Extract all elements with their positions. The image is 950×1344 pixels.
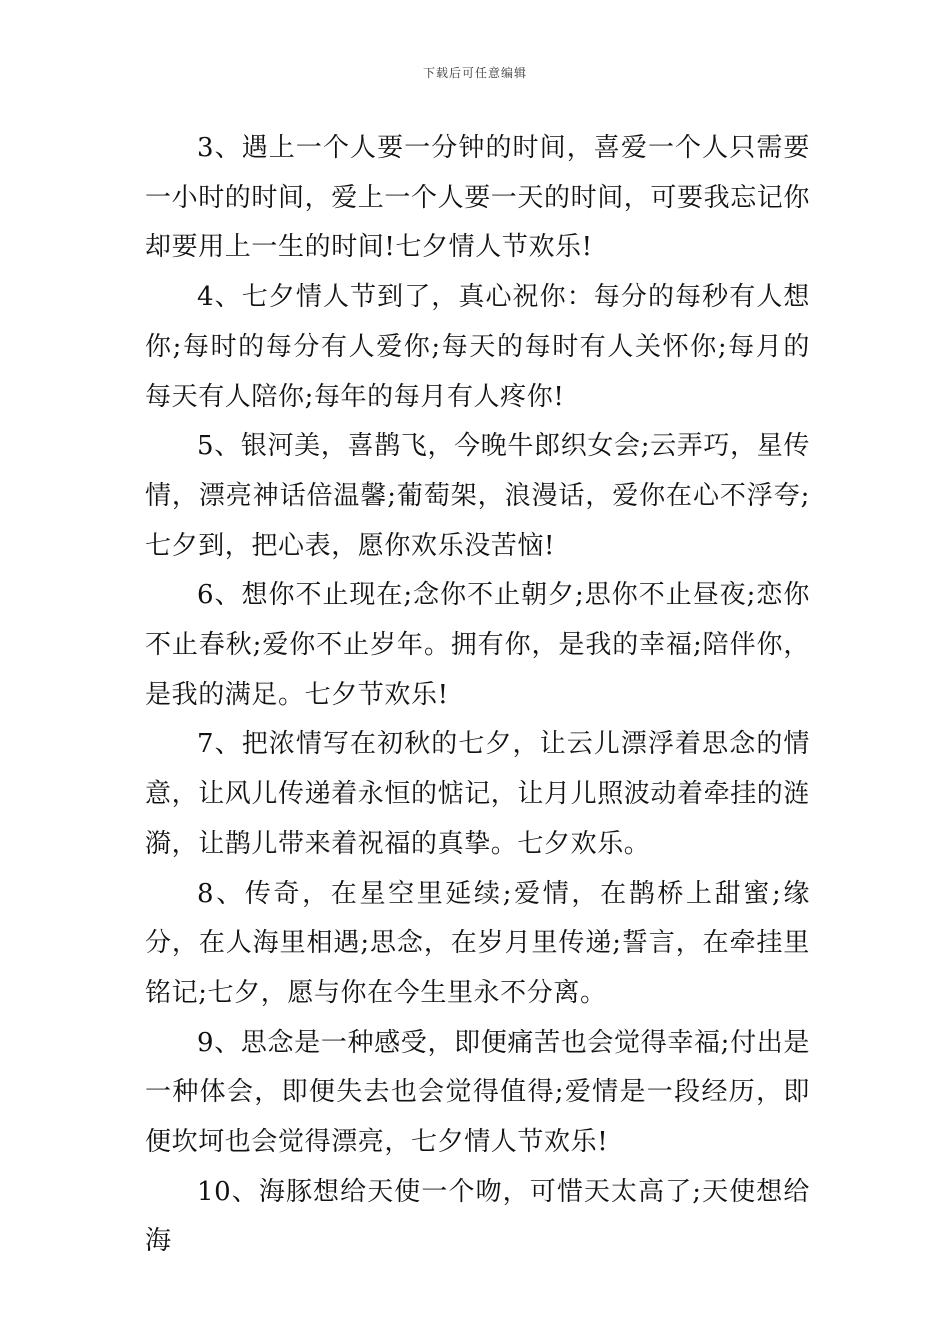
document-body <box>145 124 810 1267</box>
paragraph-7: 7、把浓情写在初秋的七夕，让云儿漂浮着思念的情意，让风儿传递着永恒的惦记，让月儿照波动着牵挂的涟漪，让鹊儿带来着祝福的真挚。七夕欢乐。 <box>145 729 811 859</box>
paragraph-10: 10、海豚想给天使一个吻，可惜天太高了;天使想给海 <box>145 1176 810 1257</box>
paragraph-5: 5、银河美，喜鹊飞，今晚牛郎织女会;云弄巧，星传情，漂亮神话倍温馨;葡萄架，浪漫话，爱你在心不浮夸;七夕到，把心表，愿你欢乐没苦恼! <box>145 431 810 561</box>
paragraph-6: 6、想你不止现在;念你不止朝夕;思你不止昼夜;恋你不止春秋;爱你不止岁年。拥有你，是我的幸福;陪伴你，是我的满足。七夕节欢乐! <box>145 580 810 710</box>
paragraph-4: 4、七夕情人节到了，真心祝你：每分的每秒有人想你;每时的每分有人爱你;每天的每时有人关怀你;每月的每天有人陪你;每年的每月有人疼你! <box>145 282 810 412</box>
paragraph-9: 9、思念是一种感受，即便痛苦也会觉得幸福;付出是一种体会，即便失去也会觉得值得;爱情是一段经历，即便坎坷也会觉得漂亮，七夕情人节欢乐! <box>145 1027 810 1158</box>
page-header: 下载后可任意编辑 <box>422 66 527 80</box>
paragraph-3: 3、遇上一个人要一分钟的时间，喜爱一个人只需要一小时的时间，爱上一个人要一天的时间，可要我忘记你却要用上一生的时间!七夕情人节欢乐! <box>145 133 811 263</box>
paragraph-8: 8、传奇，在星空里延续;爱情，在鹊桥上甜蜜;缘分，在人海里相遇;思念，在岁月里传递;誓言，在牵挂里铭记;七夕，愿与你在今生里永不分离。 <box>145 878 810 1008</box>
